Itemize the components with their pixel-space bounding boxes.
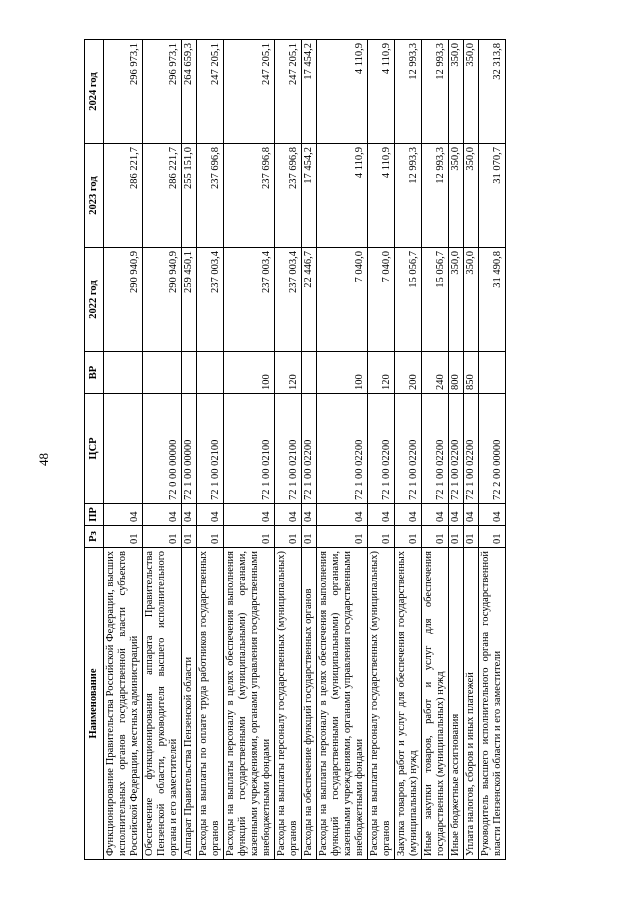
cell-2022: 350,0 [449, 248, 464, 352]
cell-name: Иные закупки товаров, работ и услуг для обеспечения государственных (муниципальных) нужд [422, 548, 449, 860]
cell-csr: 72 1 00 00000 [182, 394, 197, 504]
table-row [143, 40, 182, 860]
page-number: 48 [36, 453, 51, 466]
cell-2022: 7 040,0 [317, 248, 368, 352]
cell-2024: 247 205,1 [224, 40, 275, 144]
cell-2024: 4 110,9 [368, 40, 395, 144]
cell-csr [104, 394, 143, 504]
cell-2024: 12 993,3 [395, 40, 422, 144]
cell-name: Аппарат Правительства Пензенской области [182, 548, 197, 860]
header-2023: 2023 год [85, 144, 104, 248]
table-row [224, 40, 275, 860]
cell-2024: 247 205,1 [275, 40, 302, 144]
cell-rz: 01 [182, 526, 197, 548]
cell-vr: 850 [464, 352, 479, 394]
table-row [479, 40, 506, 860]
cell-vr [302, 352, 317, 394]
cell-csr: 72 1 00 02200 [449, 394, 464, 504]
header-2024: 2024 год [85, 40, 104, 144]
cell-rz: 01 [143, 526, 182, 548]
cell-vr [197, 352, 224, 394]
cell-rz: 01 [317, 526, 368, 548]
cell-2022: 350,0 [464, 248, 479, 352]
cell-2022: 290 940,9 [104, 248, 143, 352]
cell-pr: 04 [464, 504, 479, 526]
cell-2022: 259 450,1 [182, 248, 197, 352]
rotated-table-container [84, 40, 550, 860]
table-header-row [85, 40, 104, 860]
cell-2022: 15 056,7 [422, 248, 449, 352]
cell-name: Расходы на выплаты по оплате труда работников государственных органов [197, 548, 224, 860]
cell-2022: 31 490,8 [479, 248, 506, 352]
cell-csr: 72 1 00 02100 [197, 394, 224, 504]
cell-name: Закупка товаров, работ и услуг для обеспечения государственных (муниципальных) нужд [395, 548, 422, 860]
cell-2023: 237 696,8 [224, 144, 275, 248]
cell-vr [143, 352, 182, 394]
cell-2023: 31 070,7 [479, 144, 506, 248]
cell-csr: 72 1 00 02200 [422, 394, 449, 504]
cell-2024: 350,0 [464, 40, 479, 144]
cell-rz: 01 [422, 526, 449, 548]
cell-name: Расходы на выплаты персоналу государственных (муниципальных) органов [275, 548, 302, 860]
budget-table [84, 39, 506, 860]
cell-rz: 01 [104, 526, 143, 548]
cell-rz: 01 [449, 526, 464, 548]
cell-rz: 01 [224, 526, 275, 548]
cell-2023: 12 993,3 [422, 144, 449, 248]
table-row [182, 40, 197, 860]
cell-2022: 22 446,7 [302, 248, 317, 352]
cell-csr: 72 1 00 02200 [368, 394, 395, 504]
cell-2024: 32 313,8 [479, 40, 506, 144]
table-row [302, 40, 317, 860]
cell-name: Расходы на выплаты персоналу государственных (муниципальных) органов [368, 548, 395, 860]
header-rz: Рз [85, 526, 104, 548]
cell-2023: 4 110,9 [368, 144, 395, 248]
cell-pr: 04 [368, 504, 395, 526]
cell-vr: 120 [368, 352, 395, 394]
cell-rz: 01 [275, 526, 302, 548]
cell-2022: 237 003,4 [197, 248, 224, 352]
cell-2023: 350,0 [449, 144, 464, 248]
header-vr: ВР [85, 352, 104, 394]
cell-rz: 01 [395, 526, 422, 548]
cell-2023: 237 696,8 [275, 144, 302, 248]
cell-name: Функционирование Правительства Российской Федерации, высших исполнительных органов государственной власти субъектов Российской Федерации, местных администраций [104, 548, 143, 860]
cell-2023: 286 221,7 [104, 144, 143, 248]
cell-name: Расходы на выплаты персоналу в целях обеспечения выполнения функций государственными (муниципальными) органами, казенными учреждениями, органами управления государственными внебюджетными фондами [224, 548, 275, 860]
cell-csr: 72 1 00 02200 [302, 394, 317, 504]
cell-2023: 350,0 [464, 144, 479, 248]
cell-vr: 800 [449, 352, 464, 394]
header-csr: ЦСР [85, 394, 104, 504]
cell-2024: 12 993,3 [422, 40, 449, 144]
cell-rz: 01 [464, 526, 479, 548]
cell-name: Руководитель высшего исполнительного органа государственной власти Пензенской области и его заместители [479, 548, 506, 860]
cell-2022: 290 940,9 [143, 248, 182, 352]
page-number-wrapper [36, 453, 56, 486]
cell-pr: 04 [302, 504, 317, 526]
cell-name: Уплата налогов, сборов и иных платежей [464, 548, 479, 860]
cell-vr: 120 [275, 352, 302, 394]
header-2022: 2022 год [85, 248, 104, 352]
cell-vr: 200 [395, 352, 422, 394]
cell-2022: 15 056,7 [395, 248, 422, 352]
cell-pr: 04 [197, 504, 224, 526]
cell-2022: 7 040,0 [368, 248, 395, 352]
cell-rz: 01 [479, 526, 506, 548]
cell-pr: 04 [395, 504, 422, 526]
cell-pr: 04 [317, 504, 368, 526]
table-row [368, 40, 395, 860]
cell-pr: 04 [104, 504, 143, 526]
cell-rz: 01 [197, 526, 224, 548]
cell-2023: 12 993,3 [395, 144, 422, 248]
cell-pr: 04 [275, 504, 302, 526]
cell-name: Иные бюджетные ассигнования [449, 548, 464, 860]
cell-vr [104, 352, 143, 394]
table-row [275, 40, 302, 860]
cell-pr: 04 [449, 504, 464, 526]
table-row [317, 40, 368, 860]
cell-pr: 04 [479, 504, 506, 526]
cell-vr [479, 352, 506, 394]
cell-vr: 100 [317, 352, 368, 394]
cell-2023: 17 454,2 [302, 144, 317, 248]
cell-csr: 72 1 00 02100 [275, 394, 302, 504]
cell-2023: 237 696,8 [197, 144, 224, 248]
cell-2022: 237 003,4 [275, 248, 302, 352]
cell-rz: 01 [368, 526, 395, 548]
cell-vr [182, 352, 197, 394]
table-row [449, 40, 464, 860]
table-row [422, 40, 449, 860]
cell-name: Обеспечение функционирования аппарата Правительства Пензенской области, руководителя высшего исполнительного органа и его заместителей [143, 548, 182, 860]
cell-csr: 72 1 00 02200 [395, 394, 422, 504]
cell-csr: 72 2 00 00000 [479, 394, 506, 504]
cell-2024: 350,0 [449, 40, 464, 144]
cell-2024: 247 205,1 [197, 40, 224, 144]
cell-vr: 240 [422, 352, 449, 394]
cell-pr: 04 [182, 504, 197, 526]
cell-2024: 296 973,1 [143, 40, 182, 144]
cell-csr: 72 1 00 02200 [464, 394, 479, 504]
cell-name: Расходы на обеспечение функций государственных органов [302, 548, 317, 860]
cell-2024: 4 110,9 [317, 40, 368, 144]
cell-2023: 4 110,9 [317, 144, 368, 248]
table-row [104, 40, 143, 860]
cell-2023: 286 221,7 [143, 144, 182, 248]
cell-2023: 255 151,0 [182, 144, 197, 248]
cell-pr: 04 [422, 504, 449, 526]
cell-pr: 04 [143, 504, 182, 526]
cell-vr: 100 [224, 352, 275, 394]
cell-pr: 04 [224, 504, 275, 526]
cell-csr: 72 1 00 02100 [224, 394, 275, 504]
cell-name: Расходы на выплаты персоналу в целях обеспечения выполнения функций государственными (муниципальными) органами, казенными учреждениями, органами управления государственными внебюджетными фондами [317, 548, 368, 860]
table-row [464, 40, 479, 860]
cell-csr: 72 0 00 00000 [143, 394, 182, 504]
header-pr: ПР [85, 504, 104, 526]
header-name: Наименование [85, 548, 104, 860]
table-row [395, 40, 422, 860]
cell-2024: 17 454,2 [302, 40, 317, 144]
cell-csr: 72 1 00 02200 [317, 394, 368, 504]
table-row [197, 40, 224, 860]
cell-rz: 01 [302, 526, 317, 548]
cell-2022: 237 003,4 [224, 248, 275, 352]
cell-2024: 264 659,3 [182, 40, 197, 144]
cell-2024: 296 973,1 [104, 40, 143, 144]
